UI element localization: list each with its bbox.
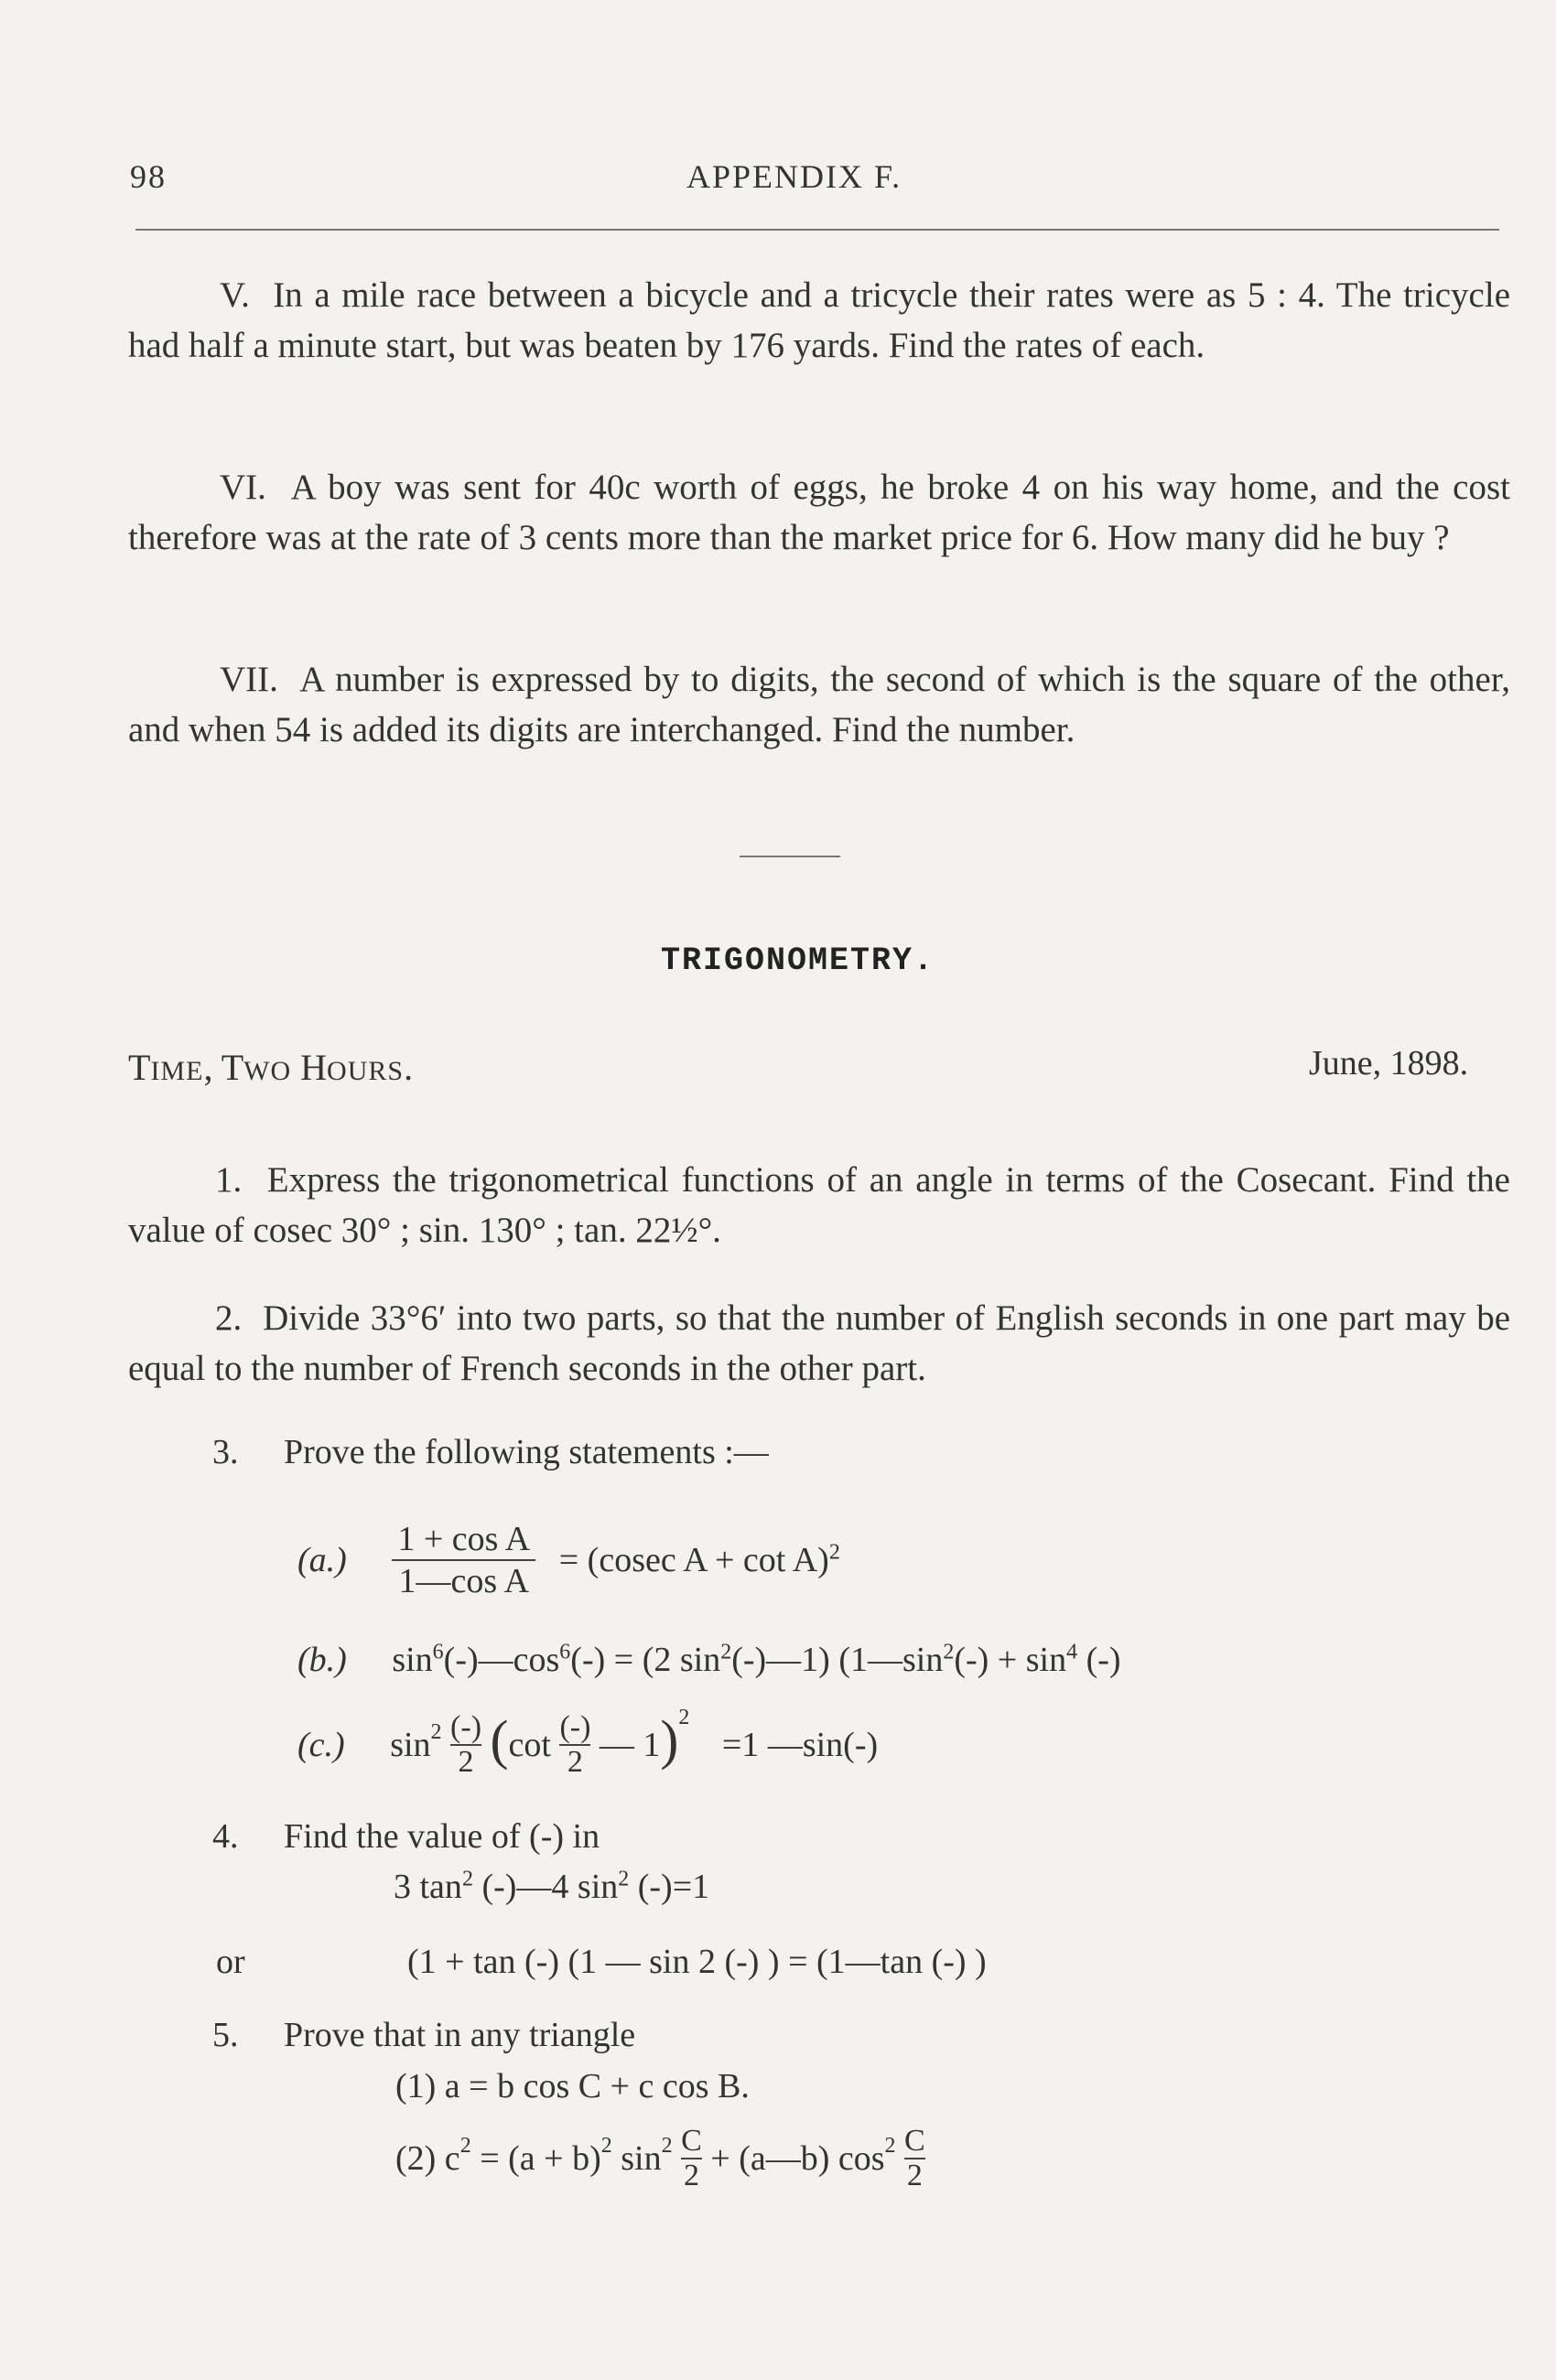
page-number: 98 <box>130 158 167 195</box>
trig-question-3-number: 3. <box>212 1433 239 1471</box>
question-vii: VII. A number is expressed by to digits, the second of which is the square of the other, and when 54 is added its digits are interchanged. Find the number. <box>128 660 1510 749</box>
or-label: or <box>216 1943 245 1981</box>
header-rule <box>135 229 1499 231</box>
section-divider <box>740 856 840 857</box>
trig-question-5-equation-1: (1) a = b cos C + c cos B. <box>395 2067 750 2105</box>
statement-c: (c.) $\sin^2$ (-) 2 (cot (-) 2 — 1)$^2$ =1 —sin(-) <box>297 1706 879 1779</box>
statement-a <box>297 1519 840 1601</box>
trig-question-5-number: 5. <box>212 2016 239 2054</box>
trig-question-4-equation-2: (1 + tan (-) (1 — sin 2 (-) ) = (1—tan (-) ) <box>407 1943 987 1981</box>
statement-a-rhs: = (cosec A + cot A)$^2$ <box>558 1540 840 1579</box>
statement-b-label: (b.) <box>297 1641 347 1679</box>
trig-question-4-text: Find the value of (-) in <box>284 1817 600 1856</box>
exam-duration: TIME, TWO HOURS. <box>128 1047 414 1088</box>
trig-question-4-number: 4. <box>212 1817 239 1856</box>
statement-a-fraction: $\frac{\text{1 + cos A}}{\text{1—cos A}}$ <box>392 1519 535 1601</box>
trig-question-4-equation-1: 3 $\tan^2$ (-)—4 $\sin^2 (-)=1$ <box>394 1867 710 1906</box>
statement-a-label: (a.) <box>297 1541 347 1579</box>
trig-question-5-text: Prove that in any triangle <box>284 2016 636 2054</box>
trig-question-2: 2. Divide 33°6′ into two parts, so that the number of English seconds in one part may be equal to the number of French seconds in the other part. <box>128 1298 1511 1388</box>
question-vi: VI. A boy was sent for 40c worth of eggs, he broke 4 on his way home, and the cost therefore was at the rate of 3 cents more than the market price for 6. How many did he buy ? <box>128 468 1510 557</box>
trig-question-1: 1. Express the trigonometrical functions of an angle in terms of the Cosecant. Find the value of cosec 30° ; sin. 130° ; tan. 22½°. <box>128 1160 1510 1250</box>
statement-c-label: (c.) <box>297 1726 345 1764</box>
statement-b: (b.) $\sin^6(-)—\cos^6(-) = (2$ $\sin^2(-)—1$) ($1—\sin^2(-) + \sin^4$ (-) <box>297 1640 1121 1679</box>
question-v: V. In a mile race between a bicycle and a tricycle their rates were as 5 : 4. The tricycle had half a minute start, but was beaten by 176 yards. Find the rates of each. <box>128 275 1511 365</box>
trig-question-5-equation-2: (2) $c^2 = (a + b)^2$ $\sin^2$ $\frac{C}{2}$ + (a—b) $\cos^2$ $\frac{C}{2}$ <box>395 2124 925 2192</box>
exam-date: June, 1898. <box>1309 1044 1469 1082</box>
section-title: TRIGONOMETRY. <box>661 942 935 979</box>
running-title: APPENDIX F. <box>686 158 902 195</box>
trig-question-3-text: Prove the following statements :— <box>284 1433 769 1471</box>
